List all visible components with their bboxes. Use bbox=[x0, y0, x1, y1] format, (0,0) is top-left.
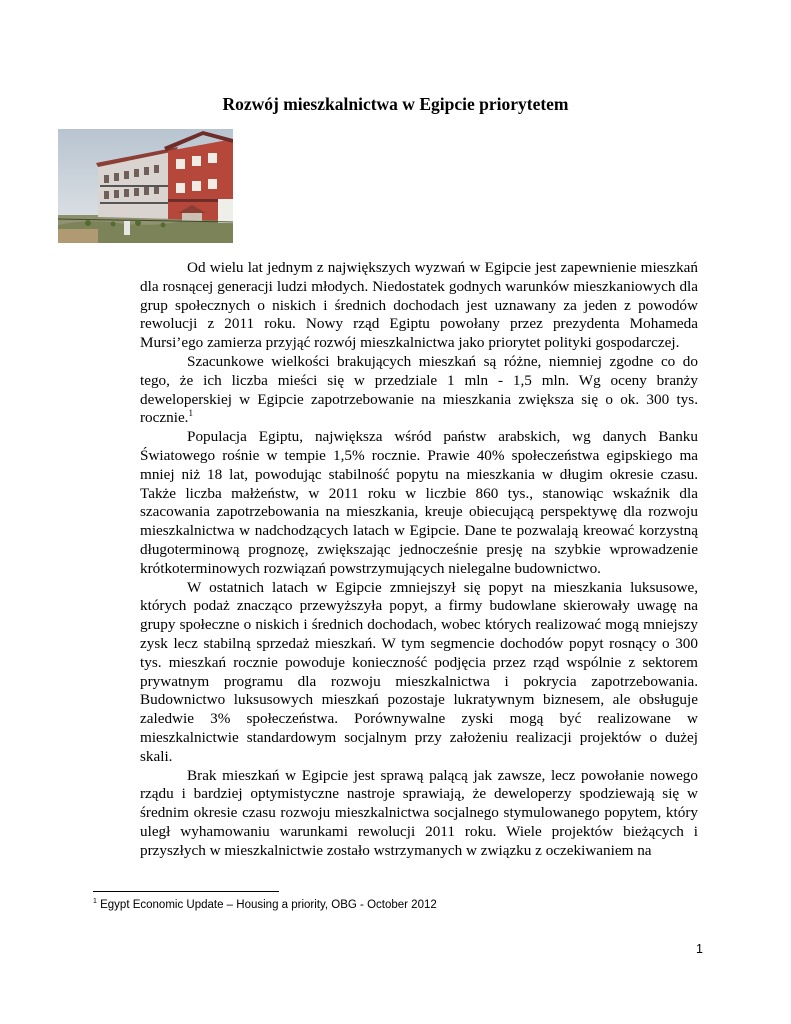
footnote-number: 1 bbox=[93, 898, 97, 905]
footnote-divider bbox=[93, 891, 279, 892]
body-text bbox=[140, 259, 698, 861]
document-title: Rozwój mieszkalnictwa w Egipcie priorytetem bbox=[222, 94, 569, 114]
housing-complex-photo bbox=[58, 129, 233, 243]
paragraph-4: W ostatnich latach w Egipcie zmniejszył się popyt na mieszkania luksusowe, których podaż znacząco przewyższyła popyt, a firmy budowlane skierowały uwagę na grupy społeczne o niskich i średnich dochodach, wobec których realizować mogą mniejszy zysk lecz stabilną sprzedaż mieszkań. W tym segmencie dochodów popyt rosnący o 300 tys. mieszkań rocznie powoduje konieczność podjęcia przez rząd wspólnie z sektorem prywatnym programu dla rozwoju mieszkalnictwa i pokrycia zapotrzebowania. Budownictwo luksusowych mieszkań pozostaje lukratywnym biznesem, ale obsługuje zaledwie 3% społeczeństwa. Porównywalne zyski mogą być realizowane w mieszkalnictwie standardowym socjalnym przy założeniu realizacji projektów o dużej skali. bbox=[140, 578, 698, 765]
paragraph-3: Populacja Egiptu, największa wśród państw arabskich, wg danych Banku Światowego rośnie w tempie 1,5% rocznie. Prawie 40% społeczeństwa egipskiego ma mniej niż 18 lat, powodując stabilność popytu na mieszkania w długim okresie czasu. Także liczba małżeństw, w 2011 roku w liczbie 860 tys., stanowiąc wskaźnik dla szacowania zapotrzebowania na mieszkania, kreuje obiecującą perspektywę dla rozwoju mieszkalnictwa w nadchodzących latach w Egipcie. Dane te pozwalają kreować korzystną długoterminową prognozę, zwiększając jednocześnie presję na szybkie wprowadzenie krótkoterminowych rozwiązań powstrzymujących nielegalne budownictwo. bbox=[140, 428, 698, 577]
paragraph-5: Brak mieszkań w Egipcie jest sprawą palącą jak zawsze, lecz powołanie nowego rządu i bardziej optymistyczne nastroje sprawiają, że deweloperzy spodziewają się w średnim okresie czasu rozwoju mieszkalnictwa socjalnego stymulowanego popytem, który uległ wyhamowaniu warunkami rewolucji 2011 roku. Wiele projektów bieżących i przyszłych w mieszkalnictwie zostało wstrzymanych w związku z oczekiwaniem na bbox=[140, 766, 698, 859]
paragraph-2-text: Szacunkowe wielkości brakujących mieszkań są różne, niemniej zgodne co do tego, że ich liczba mieści się w przedziale 1 mln - 1,5 mln. Wg oceny branży deweloperskiej w Egipcie zapotrzebowanie na mieszkania zwiększa się o ok. 300 tys. rocznie. bbox=[140, 352, 698, 427]
footnote bbox=[93, 898, 693, 911]
page-number: 1 bbox=[696, 942, 703, 956]
paragraph-2 bbox=[140, 353, 698, 428]
footnote-text: Egypt Economic Update – Housing a priority, OBG - October 2012 bbox=[100, 898, 437, 911]
footnote-reference[interactable]: 1 bbox=[188, 408, 193, 419]
paragraph-1: Od wielu lat jednym z największych wyzwań w Egipcie jest zapewnienie mieszkań dla rosnącej generacji ludzi młodych. Niedostatek godnych warunków mieszkaniowych dla grup społecznych o niskich i średnich dochodach jest uznawany za jeden z powodów rewolucji z 2011 roku. Nowy rząd Egiptu powołany przez prezydenta Mohameda Mursi’ego zamierza przyjąć rozwój mieszkalnictwa jako priorytet polityki gospodarczej. bbox=[140, 259, 698, 352]
